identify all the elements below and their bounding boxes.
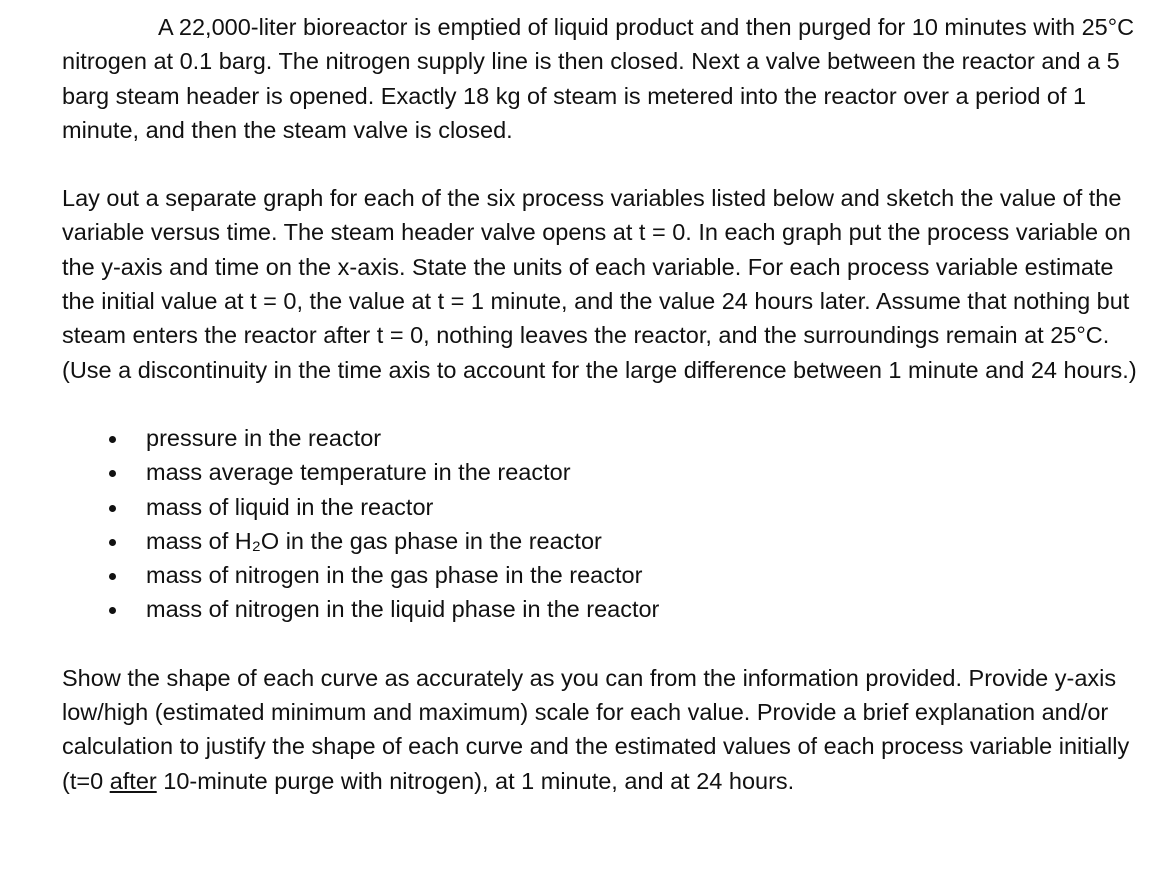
underlined-word-after: after (109, 767, 157, 794)
list-item (62, 592, 1152, 626)
list-item-text: mass of liquid in the reactor (146, 493, 434, 520)
process-variable-list (62, 421, 1152, 627)
list-item-text: pressure in the reactor (146, 424, 382, 451)
bullet-icon (109, 539, 116, 546)
list-item (62, 490, 1152, 524)
paragraph-problem-setup: A 22,000-liter bioreactor is emptied of liquid product and then purged for 10 minutes with 25°C nitrogen at 0.1 barg. The nitrogen supply line is then closed. Next a valve between the reactor and a 5 barg steam header is opened. Exactly 18 kg of steam is metered into the reactor over a period of 1 minute, and then the steam valve is closed. (62, 14, 1135, 143)
paragraph-requirements-text-start: Show the shape of each curve as accurately as you can from the information provided. Provide y-axis low/high (estimated minimum and maximum) scale for each value. Provide a brief explanation and/or calculation to justify the shape of each curve and the estimated values of each process variable initially (t=0 (62, 664, 1130, 794)
bullet-icon (109, 573, 116, 580)
list-item-text: mass of H₂O in the gas phase in the reactor (146, 527, 602, 554)
bullet-icon (109, 505, 116, 512)
list-item (62, 558, 1152, 592)
list-item (62, 421, 1152, 455)
paragraph-requirements (62, 661, 1152, 798)
list-item-text: mass average temperature in the reactor (146, 459, 571, 486)
list-item (62, 524, 1152, 558)
list-item-text: mass of nitrogen in the gas phase in the reactor (146, 562, 643, 589)
list-item-text: mass of nitrogen in the liquid phase in the reactor (146, 596, 660, 623)
bullet-icon (109, 470, 116, 477)
document-page (62, 10, 1152, 798)
paragraph-instructions: Lay out a separate graph for each of the six process variables listed below and sketch the value of the variable versus time. The steam header valve opens at t = 0. In each graph put the process variable on the y-axis and time on the x-axis. State the units of each variable. For each process variable estimate the initial value at t = 0, the value at t = 1 minute, and the value 24 hours later. Assume that nothing but steam enters the reactor after t = 0, nothing leaves the reactor, and the surroundings remain at 25°C. (Use a discontinuity in the time axis to account for the large difference between 1 minute and 24 hours.) (62, 185, 1137, 383)
bullet-icon (109, 607, 116, 614)
paragraph-requirements-text-end: 10-minute purge with nitrogen), at 1 minute, and at 24 hours. (156, 767, 795, 794)
bullet-icon (109, 436, 116, 443)
list-item (62, 455, 1152, 489)
